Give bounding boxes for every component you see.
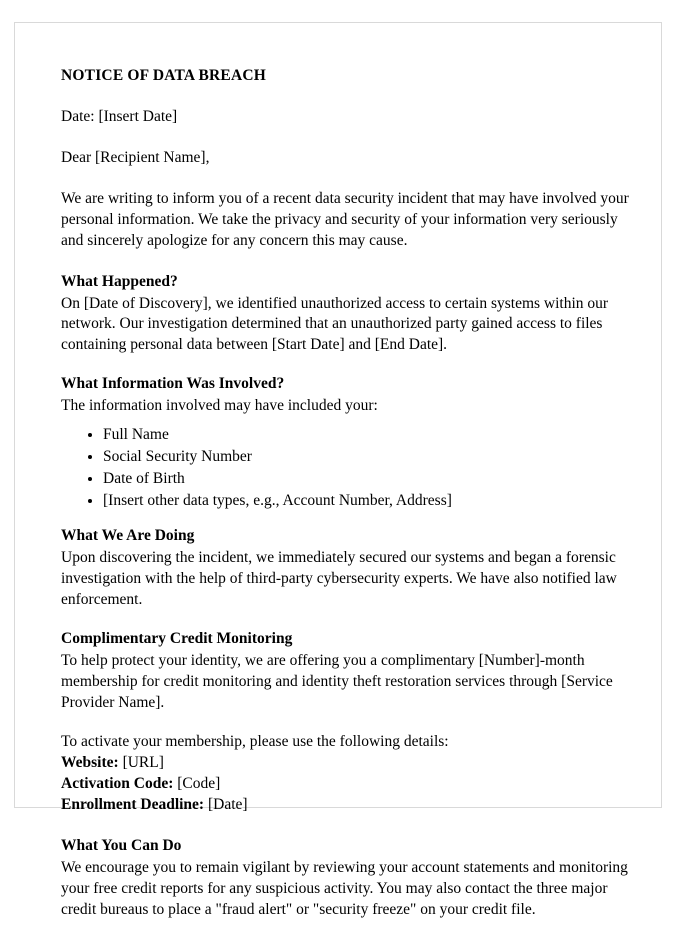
date-line: Date: [Insert Date] (61, 108, 178, 125)
intro-paragraph: We are writing to inform you of a recent data security incident that may have involved your personal information. We take the privacy and security of your information very seriously and sincerely apologize for any concern this may cause. (61, 189, 629, 249)
section-what-we-are-doing (61, 526, 633, 611)
activation-label: Enrollment Deadline: (61, 796, 205, 814)
activation-intro: To activate your membership, please use the following details: (61, 732, 449, 750)
section-heading: What You Can Do (61, 837, 182, 855)
list-item: • Date of Birth (103, 468, 633, 490)
activation-row-code (61, 774, 633, 795)
section-body: To help protect your identity, we are offering you a complimentary [Number]-month membership for credit monitoring and identity theft restoration services through [Service Provider Name]. (61, 651, 613, 711)
activation-details (61, 732, 633, 817)
section-body: The information involved may have included your: (61, 397, 378, 415)
section-heading: Complimentary Credit Monitoring (61, 629, 293, 647)
section-body: On [Date of Discovery], we identified unauthorized access to certain systems within our network. Our investigation determined that an unauthorized party gained access to files containing personal data between [Start Date] and [End Date]. (61, 294, 609, 354)
section-heading: What Happened? (61, 272, 178, 290)
page-title: NOTICE OF DATA BREACH (61, 67, 267, 84)
activation-value: [Date] (207, 796, 248, 814)
section-what-happened (61, 272, 633, 357)
section-what-information (61, 374, 633, 417)
activation-row-deadline (61, 795, 633, 816)
activation-label: Website: (61, 754, 119, 772)
activation-row-website (61, 753, 633, 774)
salutation: Dear [Recipient Name], (61, 148, 210, 166)
section-credit-monitoring (61, 629, 633, 714)
activation-label: Activation Code: (61, 775, 174, 793)
list-item: • Social Security Number (103, 446, 633, 468)
section-heading: What We Are Doing (61, 527, 195, 545)
activation-value: [URL] (122, 754, 164, 772)
section-body: Upon discovering the incident, we immediately secured our systems and began a forensic investigation with the help of third-party cybersecurity experts. We have also notified law enforcement. (61, 549, 617, 608)
list-item: • [Insert other data types, e.g., Account Number, Address] (103, 490, 633, 512)
activation-value: [Code] (177, 775, 221, 793)
document-frame (14, 22, 662, 918)
section-heading: What Information Was Involved? (61, 375, 285, 393)
list-item: • Full Name (103, 424, 633, 446)
data-types-list (61, 424, 633, 512)
section-what-you-can-do (61, 836, 633, 921)
section-body: We encourage you to remain vigilant by reviewing your account statements and monitoring your free credit reports for any suspicious activity. You may also contact the three major credit bureaus to place a "fraud alert" or "security freeze" on your credit file. (61, 859, 628, 918)
document-content (61, 67, 633, 939)
